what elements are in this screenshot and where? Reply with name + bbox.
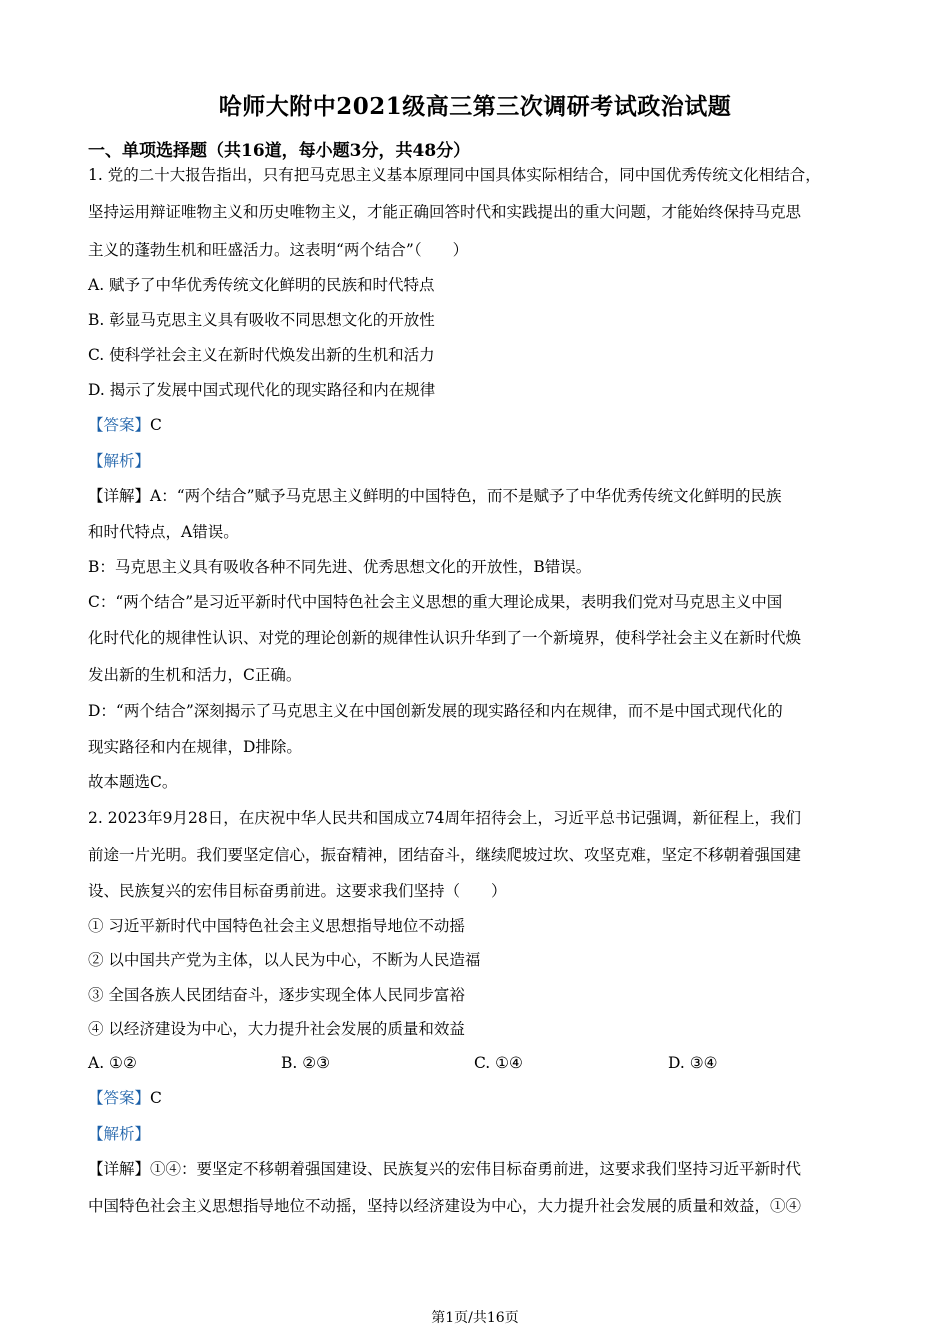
q2-stem-line: 2. 2023年9月28日，在庆祝中华人民共和国成立74周年招待会上，习近平总书记强调，新征程上，我们	[88, 809, 801, 827]
q2-option-a: A. ①②	[88, 1054, 137, 1072]
q1-detail-line: B：马克思主义具有吸收各种不同先进、优秀思想文化的开放性，B错误。	[88, 558, 592, 576]
q1-option-d: D. 揭示了发展中国式现代化的现实路径和内在规律	[88, 381, 436, 399]
section-heading: 一、单项选择题（共16道，每小题3分，共48分）	[88, 141, 471, 161]
q2-option-d: D. ③④	[668, 1054, 718, 1072]
q1-detail-line: 现实路径和内在规律，D排除。	[88, 738, 302, 756]
q1-detail-line: D：“两个结合”深刻揭示了马克思主义在中国创新发展的现实路径和内在规律，而不是中国式现代化的	[88, 702, 783, 720]
q2-option-b: B. ②③	[281, 1054, 331, 1072]
q2-item: ② 以中国共产党为主体，以人民为中心，不断为人民造福	[88, 951, 481, 969]
q1-detail-line: C：“两个结合”是习近平新时代中国特色社会主义思想的重大理论成果，表明我们党对马克思主义中国	[88, 593, 783, 611]
q2-option-c: C. ①④	[474, 1054, 523, 1072]
q1-option-b: B. 彰显马克思主义具有吸收不同思想文化的开放性	[88, 311, 435, 329]
answer-value: C	[150, 416, 162, 434]
q1-option-a: A. 赋予了中华优秀传统文化鲜明的民族和时代特点	[88, 276, 435, 294]
q2-analysis-tag: 【解析】	[88, 1125, 151, 1143]
answer-tag: 【答案】	[88, 1089, 151, 1107]
page-title: 哈师大附中2021级高三第三次调研考试政治试题	[218, 93, 732, 120]
q1-option-c: C. 使科学社会主义在新时代焕发出新的生机和活力	[88, 346, 435, 364]
q1-detail-line: 【详解】A：“两个结合”赋予马克思主义鲜明的中国特色，而不是赋予了中华优秀传统文化鲜明的民族	[88, 487, 782, 505]
q2-detail-line: 中国特色社会主义思想指导地位不动摇，坚持以经济建设为中心，大力提升社会发展的质量和效益，①④	[88, 1197, 802, 1215]
q2-item: ④ 以经济建设为中心，大力提升社会发展的质量和效益	[88, 1020, 465, 1038]
q1-detail-line: 化时代化的规律性认识、对党的理论创新的规律性认识升华到了一个新境界，使科学社会主义在新时代焕	[88, 629, 802, 647]
q1-stem-line: 1. 党的二十大报告指出，只有把马克思主义基本原理同中国具体实际相结合，同中国优秀传统文化相结合，	[88, 166, 821, 184]
q1-stem-line: 坚持运用辩证唯物主义和历史唯物主义，才能正确回答时代和实践提出的重大问题，才能始终保持马克思	[88, 203, 802, 221]
q2-stem-line: 前途一片光明。我们要坚定信心，振奋精神，团结奋斗，继续爬坡过坎、攻坚克难，坚定不移朝着强国建	[88, 846, 802, 864]
answer-value: C	[150, 1089, 162, 1107]
q1-stem-line: 主义的蓬勃生机和旺盛活力。这表明“两个结合”（ ）	[88, 241, 469, 259]
q2-item: ① 习近平新时代中国特色社会主义思想指导地位不动摇	[88, 917, 465, 935]
q2-stem-line: 设、民族复兴的宏伟目标奋勇前进。这要求我们坚持（ ）	[88, 882, 507, 900]
page-footer: 第1页/共16页	[431, 1310, 519, 1326]
q1-analysis-tag: 【解析】	[88, 452, 151, 470]
q1-detail-line: 故本题选C。	[88, 773, 178, 791]
q1-detail-line: 发出新的生机和活力，C正确。	[88, 666, 302, 684]
q1-answer	[88, 415, 868, 435]
q1-detail-line: 和时代特点，A错误。	[88, 523, 239, 541]
q2-answer	[88, 1088, 868, 1108]
q2-item: ③ 全国各族人民团结奋斗，逐步实现全体人民同步富裕	[88, 986, 465, 1004]
q2-detail-line: 【详解】①④：要坚定不移朝着强国建设、民族复兴的宏伟目标奋勇前进，这要求我们坚持习近平新时代	[88, 1160, 802, 1178]
answer-tag: 【答案】	[88, 416, 151, 434]
